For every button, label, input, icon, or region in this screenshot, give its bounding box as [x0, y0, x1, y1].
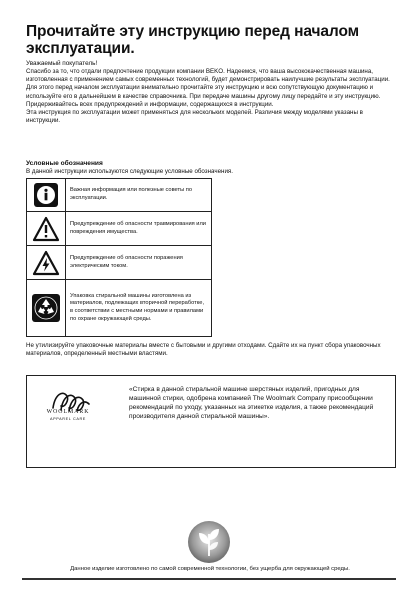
- greeting: Уважаемый покупатель!: [26, 60, 98, 67]
- electric-shock-icon: [27, 246, 66, 279]
- symbol-text-electric: Предупреждение об опасности поражения электрическим током.: [70, 254, 183, 269]
- footer-text: Данное изделие изготовлено по самой современной технологии, без ущерба для окружающей среды.: [70, 566, 350, 572]
- footer-divider: [22, 578, 396, 580]
- symbol-row-info: [27, 179, 211, 212]
- symbol-row-electric: [27, 246, 211, 280]
- disposal-text: Не утилизируйте упаковочные материалы вместе с бытовыми и другими отходами. Сдайте их на пункт сбора упаковочных материалов, определенный местными властями.: [26, 342, 381, 358]
- warning-icon: [27, 212, 66, 245]
- intro-text-2: Эта инструкция по эксплуатации может применяться для нескольких моделей. Различия между моделями указаны в инструкции.: [26, 109, 363, 125]
- symbol-text-recycle: Упаковка стиральной машины изготовлена из материалов, подлежащих вторичной переработке, в соответствии с местными нормами и правилами по охране окружающей среды.: [70, 292, 205, 322]
- woolmark-box: [26, 375, 396, 468]
- symbol-text-info: Важная информация или полезные советы по эксплуатации.: [70, 187, 193, 201]
- woolmark-text: «Стирка в данной стиральной машине шерстяных изделий, пригодных для машинной стирки, одобрена компанией The Woolmark Company присообщении рекомендаций по уходу, указанных на этикетке изделия, а также рекомендаций производителя данной стиральной машины».: [129, 386, 374, 421]
- woolmark-sub: APPAREL CARE: [50, 417, 86, 421]
- symbol-text-warning: Предупреждение об опасности травмирования или повреждения имущества.: [70, 220, 206, 235]
- symbols-section-intro: В данной инструкции используются следующие условные обозначения.: [26, 168, 233, 175]
- symbol-row-warning: [27, 212, 211, 246]
- info-icon: [27, 179, 66, 211]
- intro-text: Спасибо за то, что отдали предпочтение продукции компании BEKO. Надеемся, что ваша высококачественная машина, изготовленная с применением самых современных технологий, будет демонстрировать наилучшие результаты эксплуатации. Для этого перед началом эксплуатации внимательно прочитайте эту инструкцию и всю сопутствующую документацию и используйте его в дальнейшем в качестве справочника. При передаче машины другому лицу передайте и эту инструкцию. Придерживайтесь всех предупреждений и информации, содержащихся в инструкции.: [26, 68, 390, 108]
- intro-paragraph: [26, 68, 396, 125]
- recycle-icon: [27, 280, 66, 336]
- page-title: Прочитайте эту инструкцию перед началом эксплуатации.: [26, 23, 359, 57]
- eco-leaf-icon: [187, 520, 231, 564]
- woolmark-logo-icon: [37, 386, 97, 446]
- woolmark-brand: WOOLMARK: [46, 409, 90, 415]
- symbols-table: [26, 178, 212, 337]
- symbol-row-recycle: [27, 280, 211, 337]
- symbols-section-title: Условные обозначения: [26, 160, 103, 167]
